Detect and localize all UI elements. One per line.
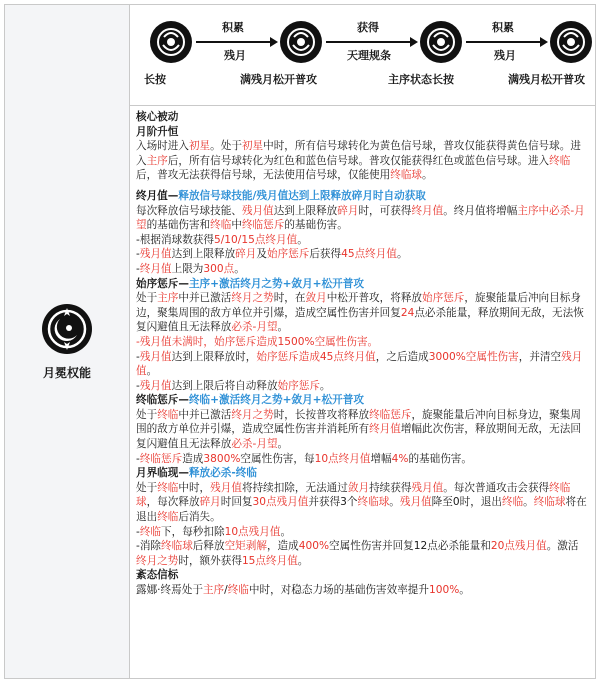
skill-heading: 终月值—释放信号球技能/残月值达到上限释放碎月时自动获取 [136,189,426,202]
skill-paragraph: -终月值上限为300点。 [136,262,245,275]
skill-paragraph: 入场时进入初星。处于初星中时，所有信号球转化为黄色信号球，普攻仅能获得黄色信号球。进入主序后，所有信号球转化为红色和蓝色信号球。普攻仅能获得红色或蓝色信号球。进入终临后，普攻无法获得信号球，无法使用信号球，仅能使用终临球。 [136,140,581,182]
skill-paragraph: -终临惩斥造成3800%空属性伤害，每10点终月值增幅4%的基础伤害。 [136,452,472,465]
skill-paragraph: -终临下，每秒扣除10点残月值。 [136,525,292,538]
crescent-moon-emblem-icon [40,302,94,356]
skill-paragraph: 处于终临中时，残月值将持续扣除，无法通过敛月持续获得残月值。每次普通攻击会获得终临球，每次释放碎月时回复30点残月值并获得3个终临球。残月值降至0时，退出终临。终临球将在退出终临后消失。 [136,481,587,524]
flow-node-label: 长按 [144,73,166,86]
section-title: 核心被动 [136,111,179,123]
flow-arrow-top-label: 积累 [222,21,244,34]
flow-arrow [466,41,546,43]
skill-description [130,106,595,598]
skill-heading: 终临惩斥—终临+激活终月之势+敛月+松开普攻 [136,394,364,407]
flow-node-icon [280,21,322,63]
skill-category-cell [5,5,130,678]
skill-paragraph: 每次释放信号球技能、残月值达到上限释放碎月时，可获得终月值。终月值将增幅主序中必杀-月望的基础伤害和终临中终临惩斥的基础伤害。 [136,204,585,232]
flow-node-label: 满残月松开普攻 [240,73,317,86]
skill-paragraph: -残月值未满时，始序惩斥造成1500%空属性伤害。 [136,335,379,348]
flow-arrow-bottom-label: 天理规条 [347,49,391,62]
flow-node-label: 主序状态长按 [388,73,454,86]
flow-arrow [326,41,416,43]
flow-node-icon [420,21,462,63]
skill-heading: 月界临现—释放必杀-终临 [136,467,257,480]
skill-category-label: 月冕权能 [42,366,91,380]
flow-node-icon [550,21,592,63]
flow-arrow-bottom-label: 残月 [494,49,516,62]
skill-paragraph: 处于终临中并已激活终月之势时，长按普攻将释放终临惩斥，旋聚能量后冲向目标身边，聚集周围的敌方单位并引爆，造成空属性伤害并消耗所有终月值增幅此次伤害，释放期间无敌，无法回复闪避值且无法释放必杀-月望。 [136,408,581,451]
flow-node-label: 满残月松开普攻 [508,73,585,86]
skill-paragraph: -残月值达到上限后将自动释放始序惩斥。 [136,379,331,392]
flow-arrow-bottom-label: 残月 [224,49,246,62]
skill-paragraph: -残月值达到上限释放时，始序惩斥造成45点终月值，之后造成3000%空属性伤害，并清空残月值。 [136,350,583,378]
section-subtitle: 紊态信标 [136,569,179,582]
flow-arrow-top-label: 获得 [357,21,379,34]
flow-arrow [196,41,276,43]
flow-node-icon [150,21,192,63]
skill-table [4,4,596,679]
skill-paragraph: -消除终临球后释放空矩剥解，造成400%空属性伤害并回复12点必杀能量和20点残月值。激活终月之势时，额外获得15点终月值。 [136,540,579,567]
section-subtitle: 月阶升恒 [136,125,179,138]
skill-flow-diagram [130,5,595,106]
skill-paragraph: 露娜·终焉处于主序/终临中时，对稳态力场的基础伤害效率提升100%。 [136,584,470,596]
skill-heading: 始序惩斥—主序+激活终月之势+敛月+松开普攻 [136,277,364,290]
skill-paragraph: -残月值达到上限释放碎月及始序惩斥后获得45点终月值。 [136,248,408,261]
skill-paragraph: 处于主序中并已激活终月之势时，在敛月中松开普攻，将释放始序惩斥，旋聚能量后冲向目标身边，聚集周围的敌方单位并引爆，造成空属性伤害并回复24点必杀能量，释放期间无敌，无法恢复闪避值且无法释放必杀-月望。 [136,292,584,334]
flow-arrow-top-label: 积累 [492,21,514,34]
skill-paragraph: -根据消球数获得5/10/15点终月值。 [136,233,308,246]
